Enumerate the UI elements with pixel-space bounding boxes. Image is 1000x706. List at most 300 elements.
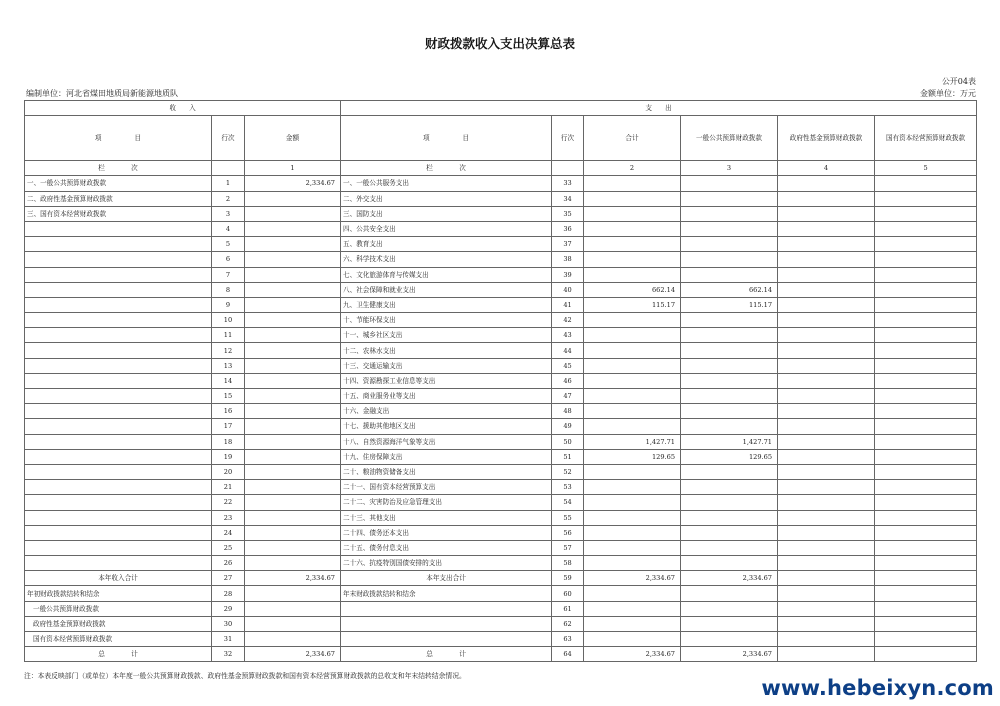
general-budget-cell: 129.65 — [681, 449, 778, 464]
income-amount-cell — [245, 449, 341, 464]
expense-line-header: 行次 — [552, 116, 584, 161]
table-row — [25, 434, 977, 449]
income-item-cell: 政府性基金预算财政拨款 — [25, 616, 212, 631]
expense-item-cell: 二十四、债务还本支出 — [341, 525, 552, 540]
expense-line-cell: 36 — [552, 221, 584, 236]
table-row — [25, 647, 977, 662]
expense-line-cell: 37 — [552, 237, 584, 252]
general-budget-cell — [681, 616, 778, 631]
expense-item-cell — [341, 632, 552, 647]
expense-item-cell: 总 计 — [341, 647, 552, 662]
income-line-cell: 5 — [212, 237, 245, 252]
income-item-cell: 一、一般公共预算财政拨款 — [25, 176, 212, 191]
expense-total-cell — [584, 540, 681, 555]
expense-item-cell: 二十一、国有资本经营预算支出 — [341, 480, 552, 495]
expense-total-cell — [584, 495, 681, 510]
income-item-cell — [25, 343, 212, 358]
income-amount-cell — [245, 480, 341, 495]
state-capital-cell — [875, 434, 977, 449]
income-amount-cell — [245, 206, 341, 221]
income-amount-cell — [245, 601, 341, 616]
gov-fund-cell — [778, 206, 875, 221]
income-amount-cell: 2,334.67 — [245, 571, 341, 586]
gov-fund-cell — [778, 343, 875, 358]
expense-line-cell: 50 — [552, 434, 584, 449]
expense-total-cell — [584, 480, 681, 495]
header-row-numbers — [25, 161, 977, 176]
general-budget-cell — [681, 343, 778, 358]
state-capital-cell — [875, 495, 977, 510]
expense-line-cell: 56 — [552, 525, 584, 540]
table-row — [25, 358, 977, 373]
expense-item-cell: 十四、资源勘探工业信息等支出 — [341, 373, 552, 388]
income-line-cell: 2 — [212, 191, 245, 206]
income-line-cell: 23 — [212, 510, 245, 525]
income-line-cell: 1 — [212, 176, 245, 191]
expense-line-cell: 54 — [552, 495, 584, 510]
site-watermark: www.hebeixyn.com — [761, 676, 994, 700]
expense-total-cell — [584, 206, 681, 221]
state-capital-cell — [875, 252, 977, 267]
gov-fund-cell — [778, 313, 875, 328]
column-number: 4 — [778, 161, 875, 176]
income-item-cell — [25, 480, 212, 495]
expense-item-cell: 十五、商业服务业等支出 — [341, 389, 552, 404]
expense-item-cell: 四、公共安全支出 — [341, 221, 552, 236]
state-capital-cell — [875, 647, 977, 662]
income-line-cell: 14 — [212, 373, 245, 388]
expense-line-cell: 33 — [552, 176, 584, 191]
gov-fund-cell — [778, 586, 875, 601]
income-item-cell — [25, 464, 212, 479]
expense-item-cell: 十六、金融支出 — [341, 404, 552, 419]
expense-line-cell: 44 — [552, 343, 584, 358]
expense-total-cell — [584, 525, 681, 540]
table-row — [25, 525, 977, 540]
expense-line-cell: 38 — [552, 252, 584, 267]
general-budget-cell — [681, 313, 778, 328]
income-line-cell: 18 — [212, 434, 245, 449]
income-item-cell: 二、政府性基金预算财政拨款 — [25, 191, 212, 206]
state-capital-cell — [875, 480, 977, 495]
expense-total-cell — [584, 343, 681, 358]
income-line-cell: 13 — [212, 358, 245, 373]
general-budget-cell — [681, 328, 778, 343]
gov-fund-cell — [778, 556, 875, 571]
general-budget-cell — [681, 525, 778, 540]
general-budget-cell — [681, 556, 778, 571]
income-item-cell — [25, 449, 212, 464]
income-amount-cell — [245, 495, 341, 510]
amount-unit: 金额单位：万元 — [920, 89, 976, 98]
income-line-header: 行次 — [212, 116, 245, 161]
header-row-columns — [25, 116, 977, 161]
income-amount-cell — [245, 434, 341, 449]
expense-total-cell — [584, 176, 681, 191]
state-capital-cell — [875, 313, 977, 328]
income-item-cell: 总 计 — [25, 647, 212, 662]
income-item-cell — [25, 252, 212, 267]
expense-total-cell — [584, 313, 681, 328]
general-budget-cell — [681, 495, 778, 510]
expense-line-cell: 57 — [552, 540, 584, 555]
expense-line-cell: 63 — [552, 632, 584, 647]
general-budget-cell — [681, 191, 778, 206]
column-label-income: 栏 次 — [25, 161, 212, 176]
expense-item-cell: 一、一般公共服务支出 — [341, 176, 552, 191]
expense-line-cell: 46 — [552, 373, 584, 388]
income-line-cell: 29 — [212, 601, 245, 616]
income-amount-cell — [245, 510, 341, 525]
general-budget-cell — [681, 464, 778, 479]
expense-item-cell: 十、节能环保支出 — [341, 313, 552, 328]
expense-total-cell: 2,334.67 — [584, 647, 681, 662]
income-line-cell: 24 — [212, 525, 245, 540]
income-amount-cell: 2,334.67 — [245, 647, 341, 662]
gov-fund-cell — [778, 419, 875, 434]
table-row — [25, 480, 977, 495]
income-amount-cell — [245, 419, 341, 434]
expense-total-cell — [584, 328, 681, 343]
table-row — [25, 404, 977, 419]
expense-total-cell — [584, 632, 681, 647]
income-amount-cell — [245, 373, 341, 388]
expense-line-cell: 48 — [552, 404, 584, 419]
expense-item-cell — [341, 601, 552, 616]
state-capital-cell — [875, 404, 977, 419]
state-capital-cell — [875, 373, 977, 388]
state-capital-cell — [875, 191, 977, 206]
general-budget-cell: 2,334.67 — [681, 571, 778, 586]
state-capital-cell — [875, 571, 977, 586]
column-number: 5 — [875, 161, 977, 176]
gov-fund-cell — [778, 297, 875, 312]
column-number: 2 — [584, 161, 681, 176]
general-budget-cell: 2,334.67 — [681, 647, 778, 662]
gov-fund-cell — [778, 404, 875, 419]
expense-item-cell: 年末财政拨款结转和结余 — [341, 586, 552, 601]
state-capital-cell — [875, 601, 977, 616]
income-line-cell: 31 — [212, 632, 245, 647]
gov-fund-cell — [778, 358, 875, 373]
general-budget-cell — [681, 586, 778, 601]
expense-line-cell: 51 — [552, 449, 584, 464]
expense-total-cell — [584, 221, 681, 236]
gov-fund-cell — [778, 540, 875, 555]
income-line-cell: 8 — [212, 282, 245, 297]
income-item-cell — [25, 495, 212, 510]
expense-line-cell: 39 — [552, 267, 584, 282]
expense-total-header: 合计 — [584, 116, 681, 161]
expense-item-cell: 十八、自然资源海洋气象等支出 — [341, 434, 552, 449]
state-capital-cell — [875, 389, 977, 404]
income-amount-cell — [245, 237, 341, 252]
income-amount-cell — [245, 616, 341, 631]
income-line-cell: 30 — [212, 616, 245, 631]
income-amount-cell — [245, 540, 341, 555]
table-row — [25, 389, 977, 404]
general-budget-cell — [681, 540, 778, 555]
income-line-cell: 6 — [212, 252, 245, 267]
table-row — [25, 237, 977, 252]
income-item-cell: 国有资本经营预算财政拨款 — [25, 632, 212, 647]
budget-summary-table — [24, 100, 977, 662]
expense-item-header: 项 目 — [341, 116, 552, 161]
expense-item-cell: 十二、农林水支出 — [341, 343, 552, 358]
gov-fund-cell — [778, 525, 875, 540]
expense-item-cell: 十三、交通运输支出 — [341, 358, 552, 373]
income-line-cell: 32 — [212, 647, 245, 662]
general-budget-cell — [681, 632, 778, 647]
state-capital-cell — [875, 237, 977, 252]
gov-fund-cell — [778, 495, 875, 510]
gov-fund-cell — [778, 373, 875, 388]
gov-fund-cell — [778, 282, 875, 297]
expense-line-cell: 55 — [552, 510, 584, 525]
expense-item-cell: 七、文化旅游体育与传媒支出 — [341, 267, 552, 282]
general-budget-cell — [681, 176, 778, 191]
expense-total-cell — [584, 389, 681, 404]
table-row — [25, 449, 977, 464]
table-row — [25, 556, 977, 571]
income-item-cell — [25, 434, 212, 449]
general-budget-cell — [681, 389, 778, 404]
general-budget-cell — [681, 358, 778, 373]
table-row — [25, 373, 977, 388]
general-budget-cell — [681, 252, 778, 267]
expense-line-cell: 45 — [552, 358, 584, 373]
income-amount-cell — [245, 389, 341, 404]
expense-item-cell: 二、外交支出 — [341, 191, 552, 206]
income-line-cell: 11 — [212, 328, 245, 343]
general-budget-cell — [681, 404, 778, 419]
expense-total-cell: 129.65 — [584, 449, 681, 464]
income-item-cell — [25, 373, 212, 388]
table-row — [25, 176, 977, 191]
income-item-cell — [25, 313, 212, 328]
expense-total-cell — [584, 586, 681, 601]
income-line-cell: 7 — [212, 267, 245, 282]
table-row — [25, 191, 977, 206]
general-budget-cell — [681, 419, 778, 434]
expense-total-cell — [584, 464, 681, 479]
expense-line-cell: 42 — [552, 313, 584, 328]
expense-total-cell — [584, 252, 681, 267]
income-item-cell — [25, 389, 212, 404]
income-item-cell — [25, 510, 212, 525]
state-capital-cell — [875, 556, 977, 571]
column-number: 3 — [681, 161, 778, 176]
expense-line-cell: 64 — [552, 647, 584, 662]
expense-total-cell — [584, 419, 681, 434]
general-budget-cell — [681, 510, 778, 525]
table-row — [25, 297, 977, 312]
income-line-cell: 16 — [212, 404, 245, 419]
income-item-cell: 年初财政拨款结转和结余 — [25, 586, 212, 601]
expense-line-cell: 61 — [552, 601, 584, 616]
income-amount-cell — [245, 313, 341, 328]
income-line-cell: 26 — [212, 556, 245, 571]
expense-total-cell: 662.14 — [584, 282, 681, 297]
gov-fund-cell — [778, 464, 875, 479]
income-line-cell: 20 — [212, 464, 245, 479]
gov-fund-cell — [778, 389, 875, 404]
income-line-cell: 17 — [212, 419, 245, 434]
expense-line-cell: 52 — [552, 464, 584, 479]
income-line-cell: 12 — [212, 343, 245, 358]
expense-line-cell: 59 — [552, 571, 584, 586]
expense-item-cell: 二十二、灾害防治及应急管理支出 — [341, 495, 552, 510]
table-row — [25, 282, 977, 297]
expense-item-cell: 二十五、债务付息支出 — [341, 540, 552, 555]
income-item-cell — [25, 221, 212, 236]
expense-total-cell: 115.17 — [584, 297, 681, 312]
state-capital-cell — [875, 267, 977, 282]
general-budget-cell — [681, 206, 778, 221]
income-line-cell: 4 — [212, 221, 245, 236]
income-amount-cell — [245, 221, 341, 236]
expense-total-cell — [584, 373, 681, 388]
table-row — [25, 221, 977, 236]
table-row — [25, 616, 977, 631]
expense-total-cell — [584, 358, 681, 373]
general-budget-cell — [681, 480, 778, 495]
expense-total-cell — [584, 191, 681, 206]
income-item-header: 项 目 — [25, 116, 212, 161]
gov-fund-header: 政府性基金预算财政拨款 — [778, 116, 875, 161]
income-amount-cell — [245, 282, 341, 297]
general-budget-header: 一般公共预算财政拨款 — [681, 116, 778, 161]
expense-item-cell: 十一、城乡社区支出 — [341, 328, 552, 343]
gov-fund-cell — [778, 616, 875, 631]
table-row — [25, 343, 977, 358]
expense-header: 支 出 — [341, 101, 977, 116]
table-row — [25, 313, 977, 328]
expense-item-cell: 二十六、抗疫特别国债安排的支出 — [341, 556, 552, 571]
gov-fund-cell — [778, 237, 875, 252]
income-amount-cell — [245, 525, 341, 540]
table-row — [25, 632, 977, 647]
expense-total-cell — [584, 616, 681, 631]
table-row — [25, 586, 977, 601]
income-item-cell — [25, 358, 212, 373]
gov-fund-cell — [778, 252, 875, 267]
state-capital-cell — [875, 282, 977, 297]
general-budget-cell — [681, 267, 778, 282]
income-amount-cell — [245, 358, 341, 373]
income-amount-cell — [245, 632, 341, 647]
state-capital-cell — [875, 419, 977, 434]
table-row — [25, 267, 977, 282]
income-line-cell: 19 — [212, 449, 245, 464]
expense-item-cell: 十七、援助其他地区支出 — [341, 419, 552, 434]
state-capital-cell — [875, 328, 977, 343]
income-amount-cell — [245, 297, 341, 312]
income-amount-cell — [245, 556, 341, 571]
expense-total-cell — [584, 237, 681, 252]
income-amount-cell — [245, 267, 341, 282]
state-capital-cell — [875, 525, 977, 540]
state-capital-cell — [875, 510, 977, 525]
expense-total-cell — [584, 601, 681, 616]
expense-line-cell: 40 — [552, 282, 584, 297]
income-line-cell: 15 — [212, 389, 245, 404]
income-item-cell — [25, 404, 212, 419]
table-row — [25, 328, 977, 343]
expense-line-cell: 35 — [552, 206, 584, 221]
income-line-cell: 28 — [212, 586, 245, 601]
income-item-cell: 一般公共预算财政拨款 — [25, 601, 212, 616]
general-budget-cell: 115.17 — [681, 297, 778, 312]
state-capital-cell — [875, 449, 977, 464]
gov-fund-cell — [778, 176, 875, 191]
gov-fund-cell — [778, 647, 875, 662]
gov-fund-cell — [778, 510, 875, 525]
column-number: 1 — [245, 161, 341, 176]
gov-fund-cell — [778, 267, 875, 282]
state-capital-cell — [875, 176, 977, 191]
general-budget-cell — [681, 373, 778, 388]
blank-cell — [552, 161, 584, 176]
general-budget-cell: 662.14 — [681, 282, 778, 297]
income-amount-cell — [245, 328, 341, 343]
state-capital-cell — [875, 540, 977, 555]
income-line-cell: 10 — [212, 313, 245, 328]
expense-item-cell: 二十三、其他支出 — [341, 510, 552, 525]
income-amount-cell — [245, 464, 341, 479]
table-row — [25, 206, 977, 221]
expense-item-cell: 十九、住房保障支出 — [341, 449, 552, 464]
state-capital-cell — [875, 632, 977, 647]
blank-cell — [212, 161, 245, 176]
income-item-cell — [25, 267, 212, 282]
income-line-cell: 22 — [212, 495, 245, 510]
expense-line-cell: 41 — [552, 297, 584, 312]
state-capital-cell — [875, 343, 977, 358]
income-amount-cell — [245, 586, 341, 601]
income-line-cell: 27 — [212, 571, 245, 586]
expense-line-cell: 58 — [552, 556, 584, 571]
income-item-cell: 本年收入合计 — [25, 571, 212, 586]
state-capital-cell — [875, 297, 977, 312]
income-item-cell — [25, 328, 212, 343]
income-line-cell: 21 — [212, 480, 245, 495]
header-row-section — [25, 101, 977, 116]
gov-fund-cell — [778, 632, 875, 647]
state-capital-cell — [875, 616, 977, 631]
income-amount-header: 金额 — [245, 116, 341, 161]
expense-line-cell: 43 — [552, 328, 584, 343]
expense-item-cell: 九、卫生健康支出 — [341, 297, 552, 312]
column-label-expense: 栏 次 — [341, 161, 552, 176]
gov-fund-cell — [778, 480, 875, 495]
table-row — [25, 540, 977, 555]
expense-item-cell: 二十、粮油物资储备支出 — [341, 464, 552, 479]
footnote: 注：本表反映部门（或单位）本年度一般公共预算财政拨款、政府性基金预算财政拨款和国有资本经营预算财政拨款的总收支和年末结转结余情况。 — [24, 672, 466, 680]
state-capital-header: 国有资本经营预算财政拨款 — [875, 116, 977, 161]
income-header: 收 入 — [25, 101, 341, 116]
general-budget-cell: 1,427.71 — [681, 434, 778, 449]
income-amount-cell — [245, 191, 341, 206]
income-line-cell: 3 — [212, 206, 245, 221]
expense-item-cell — [341, 616, 552, 631]
form-number: 公开04表 — [941, 77, 976, 86]
income-amount-cell: 2,334.67 — [245, 176, 341, 191]
income-line-cell: 9 — [212, 297, 245, 312]
expense-total-cell: 1,427.71 — [584, 434, 681, 449]
state-capital-cell — [875, 464, 977, 479]
income-item-cell — [25, 419, 212, 434]
